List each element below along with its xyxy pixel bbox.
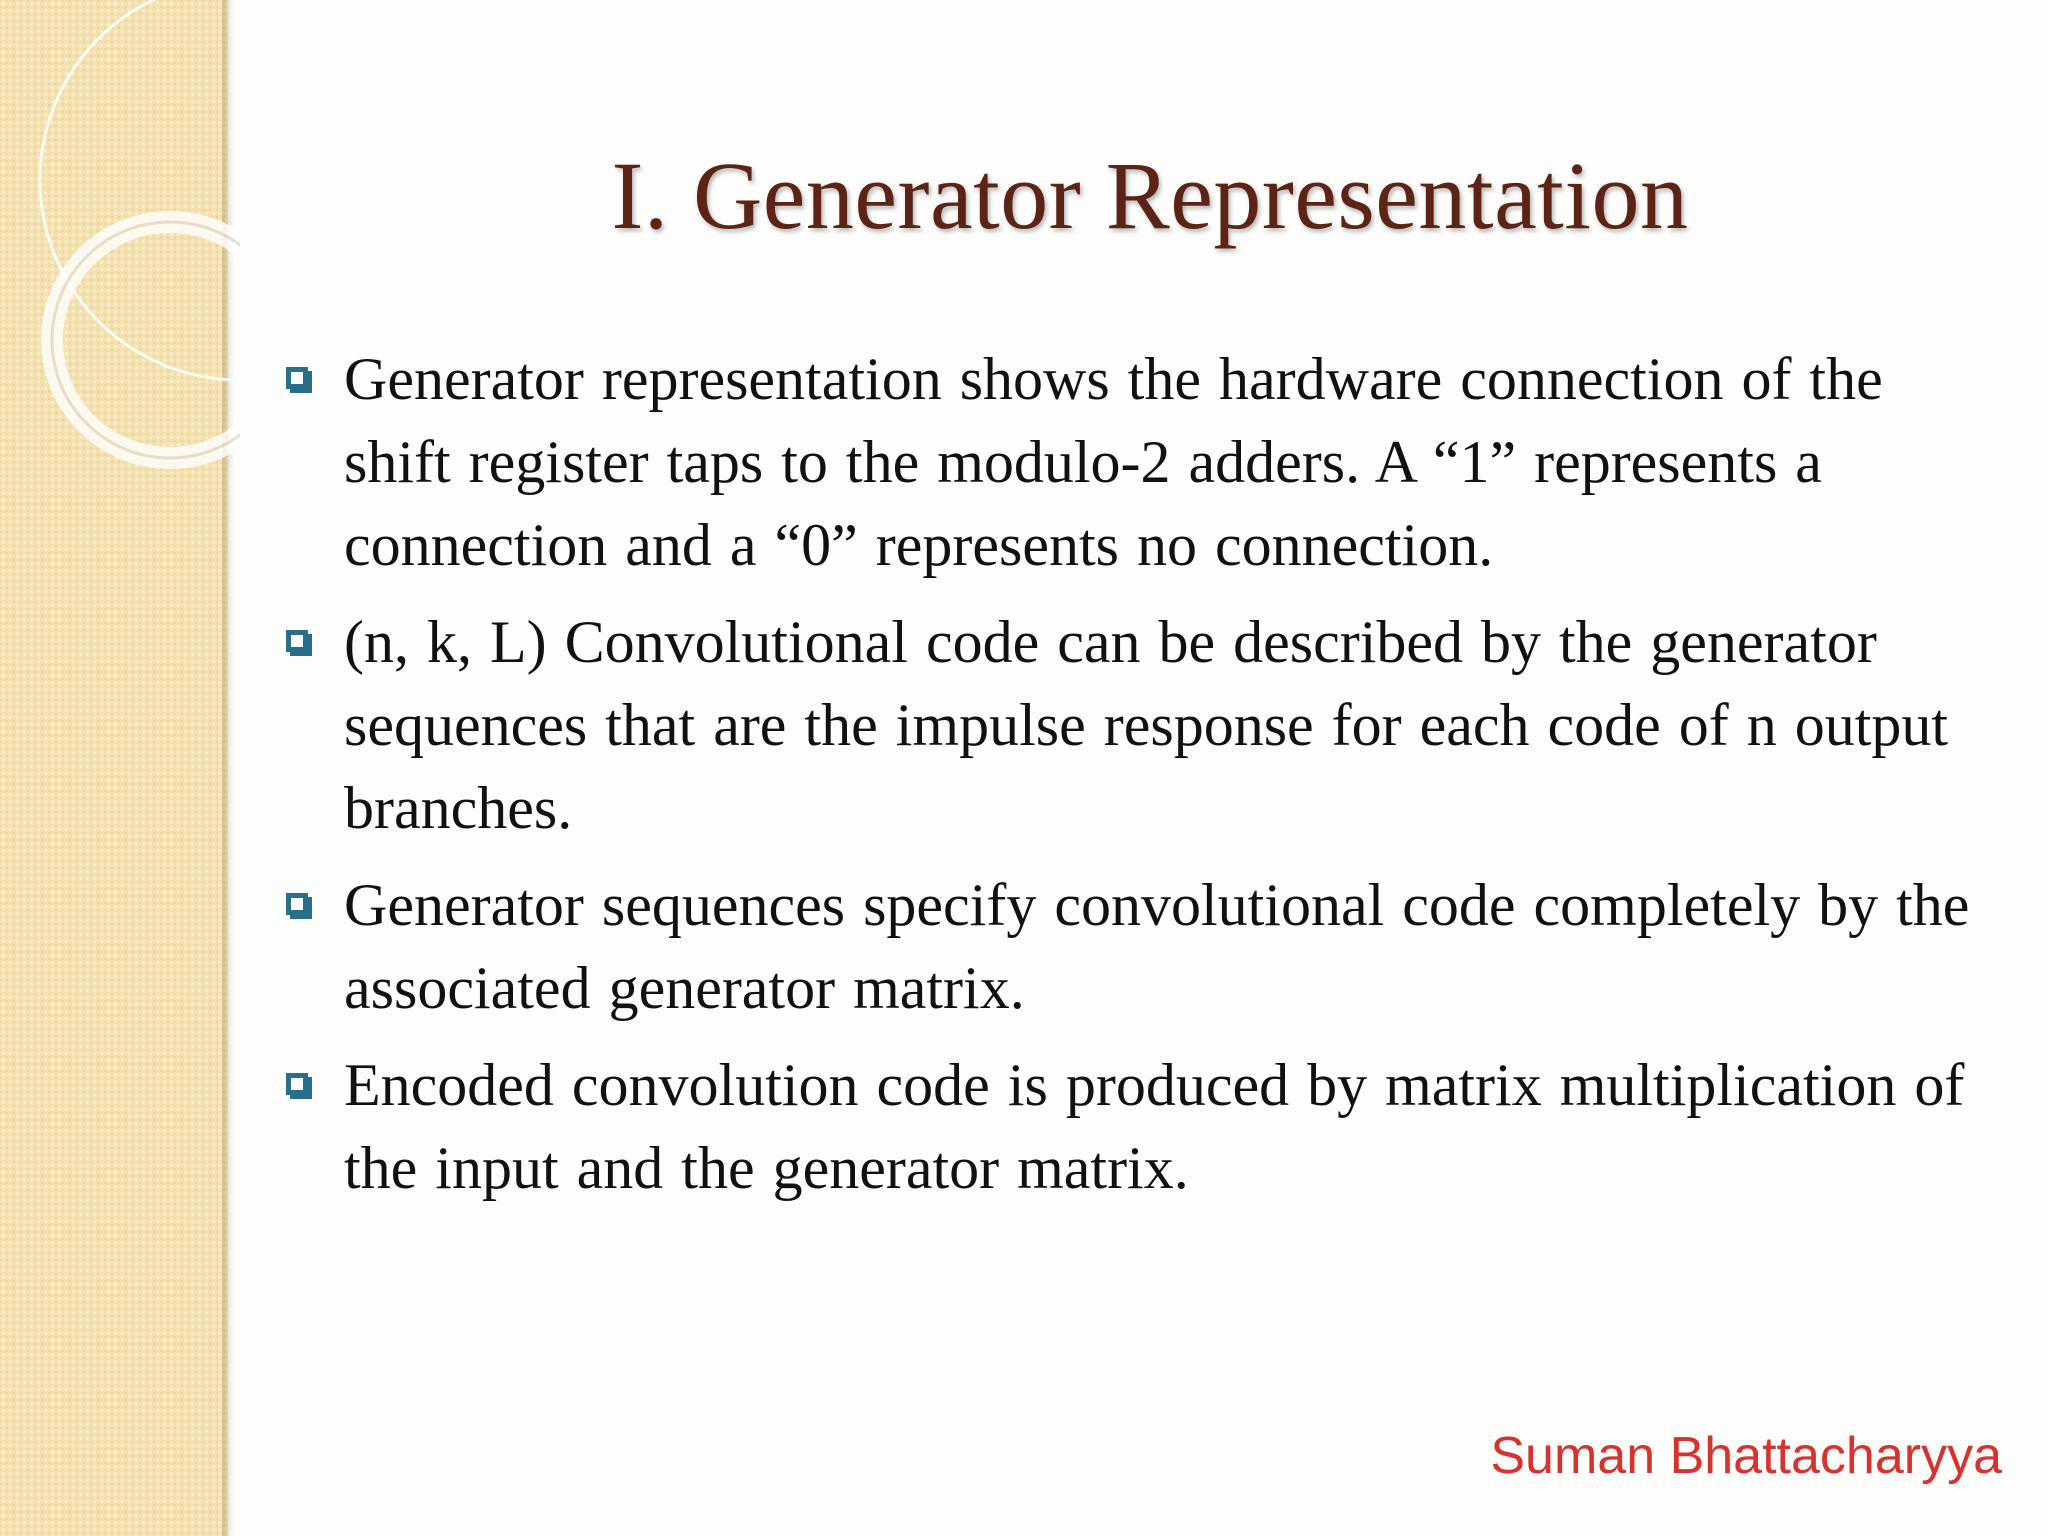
bullet-item [284,1044,2004,1210]
bullet-text: Generator representation shows the hardware connection of the shift register taps to the modulo-2 adders. A “1” represents a connection and a “0” represents no connection. [344,346,1883,578]
bullet-text: Encoded convolution code is produced by matrix multiplication of the input and the generator matrix. [344,1052,1965,1201]
bullet-text: (n, k, L) Convolutional code can be described by the generator sequences that are the impulse response for each code of n output branches. [344,609,1949,841]
bullet-text: Generator sequences specify convolutional code completely by the associated generator matrix. [344,872,1970,1021]
hollow-square-bullet-icon [286,630,308,652]
bullet-list [284,338,2004,1224]
bullet-item [284,601,2004,850]
hollow-square-bullet-icon [286,1073,308,1095]
slide-title: I. Generator Representation [611,142,1689,249]
hollow-square-bullet-icon [286,367,308,389]
bullet-item [284,864,2004,1030]
decorative-rings-icon [0,0,240,520]
hollow-square-bullet-icon [286,893,308,915]
bullet-item [284,338,2004,587]
author-footer: Suman Bhattacharyya [1490,1427,2002,1485]
